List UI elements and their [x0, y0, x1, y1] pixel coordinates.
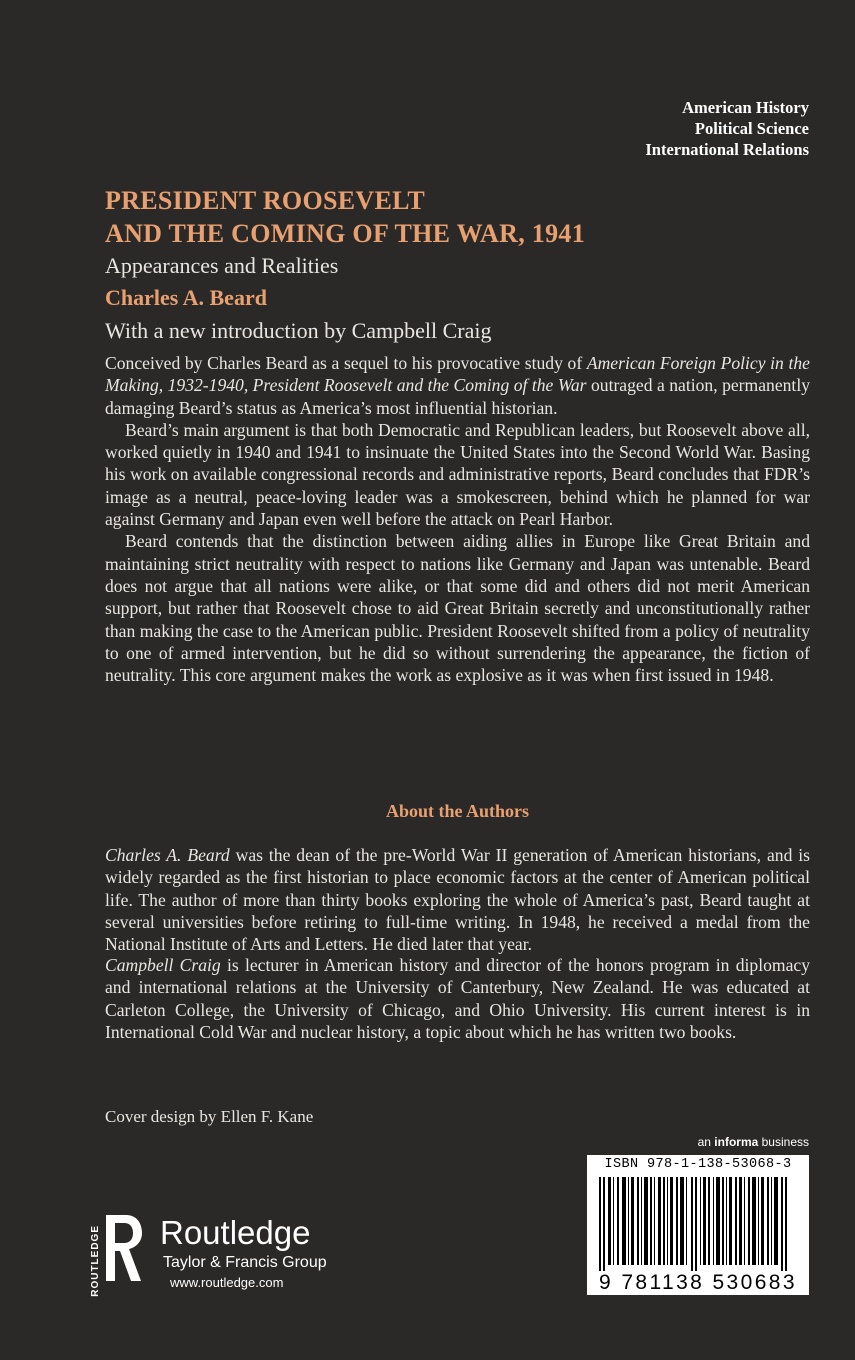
title-line-1: PRESIDENT ROOSEVELT	[105, 186, 425, 215]
bio-beard-name: Charles A. Beard	[105, 845, 230, 865]
bio-beard	[105, 844, 810, 955]
subject-american-history: American History	[682, 98, 809, 117]
introduction-credit: With a new introduction by Campbell Craig	[105, 318, 492, 343]
informa-tagline: an informa business	[697, 1135, 809, 1149]
isbn-barcode	[587, 1155, 809, 1295]
cover-design-credit: Cover design by Ellen F. Kane	[105, 1107, 314, 1126]
bio-beard-text: was the dean of the pre-World War II generation of American historians, and is widely regarded as the first historian to place economic factors at the center of American political life. The author of more than thirty books exploring the whole of America’s past, Beard taught at several universities before retiring to full-time writing. In 1948, he received a medal from the National Institute of Arts and Letters. He died later that year.	[105, 845, 811, 955]
book-author: Charles A. Beard	[105, 285, 267, 310]
bio-craig	[105, 954, 810, 1043]
about-authors-heading: About the Authors	[385, 801, 530, 821]
subject-political-science: Political Science	[694, 119, 809, 138]
blurb-paragraph-1: Conceived by Charles Beard as a sequel to his provocative study of American Foreign Policy in the Making, 1932-1940, President Roosevelt and the Coming of the War outraged a nation, permanently damaging Beard’s status as America’s most influential historian.	[105, 353, 811, 418]
barcode-digits: 9 781138 530683	[587, 1271, 809, 1295]
isbn-label: ISBN 978-1-138-53068-3	[604, 1157, 792, 1172]
referenced-titles: American Foreign Policy in the Making, 1932-1940, President Roosevelt and the Coming of the War	[105, 353, 810, 396]
subject-international-relations: International Relations	[645, 140, 809, 159]
publisher-vertical-wordmark: ROUTLEDGE	[90, 1225, 101, 1297]
publisher-group: Taylor & Francis Group	[163, 1254, 327, 1271]
barcode-bars	[597, 1177, 799, 1273]
publisher-block	[160, 1214, 327, 1292]
blurb-paragraph-2: Beard’s main argument is that both Democratic and Republican leaders, but Roosevelt above all, worked quietly in 1940 and 1941 to insinuate the United States into the Second World War. Basing his work on available congressional records and administrative reports, Beard concludes that FDR’s image as a neutral, peace-loving leader was a smokescreen, behind which he planned for war against Germany and Japan even well before the attack on Pearl Harbor.	[105, 419, 810, 530]
blurb-paragraph-3: Beard contends that the distinction between aiding allies in Europe like Great Britain and maintaining strict neutrality with respect to nations like Germany and Japan was untenable. Beard does not argue that all nations were alike, or that some did and others did not merit American support, but rather that Roosevelt chose to aid Great Britain secretly and unconstitutionally rather than making the case to the American public. President Roosevelt shifted from a policy of neutrality to one of armed intervention, but he did so without surrendering the appearance, the fiction of neutrality. This core argument makes the work as explosive as it was when first issued in 1948.	[105, 531, 810, 686]
description-blurb	[105, 352, 810, 686]
publisher-url[interactable]: www.routledge.com	[170, 1275, 284, 1290]
book-subtitle: Appearances and Realities	[105, 253, 339, 278]
book-title	[105, 184, 805, 250]
subject-categories	[645, 97, 809, 160]
title-line-2: AND THE COMING OF THE WAR, 1941	[105, 219, 586, 248]
bio-craig-text: is lecturer in American history and director of the honors program in diplomacy and international relations at the University of Canterbury, New Zealand. He was educated at Carleton College, the University of Chicago, and Ohio University. His current interest is in International Cold War and nuclear history, a topic about which he has written two books.	[105, 955, 810, 1042]
bio-craig-name: Campbell Craig	[105, 955, 221, 975]
routledge-logo-icon	[104, 1213, 144, 1283]
publisher-name: Routledge	[160, 1214, 311, 1251]
